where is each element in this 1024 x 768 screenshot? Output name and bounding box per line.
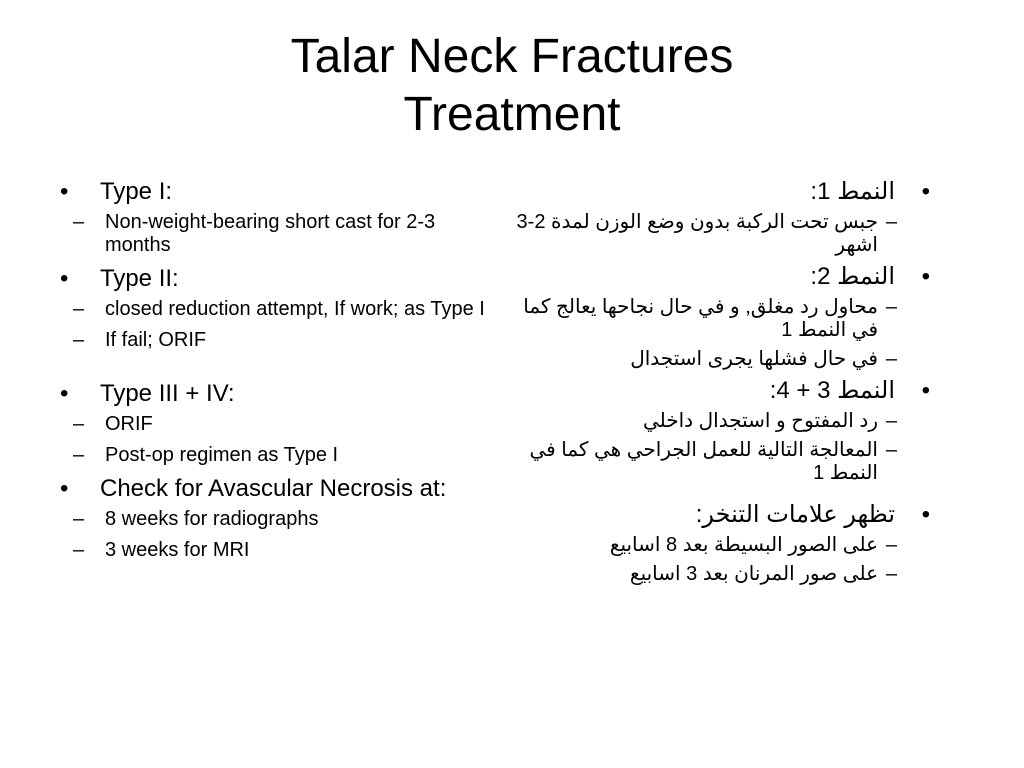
bullet-icon: •	[921, 501, 930, 528]
list-item-type-1-ar	[515, 178, 935, 205]
list-item-necrosis-check-ar	[515, 501, 935, 528]
arabic-list	[515, 178, 935, 586]
list-subitem	[60, 539, 500, 562]
list-subitem	[60, 298, 500, 321]
slide-title	[0, 28, 1024, 144]
english-column	[60, 178, 500, 570]
subitem-text: رد المفتوح و استجدال داخلي	[642, 410, 878, 432]
bullet-icon: •	[921, 377, 930, 404]
dash-icon: –	[885, 211, 897, 233]
dash-icon: –	[885, 439, 897, 461]
list-subitem	[515, 348, 935, 371]
bullet-icon: •	[60, 265, 69, 292]
list-item-type-2-ar	[515, 263, 935, 290]
list-spacer	[515, 491, 935, 501]
item-heading: تظهر علامات التنخر:	[695, 501, 895, 528]
dash-icon: –	[73, 413, 85, 435]
list-subitem	[515, 439, 935, 485]
dash-icon: –	[73, 298, 85, 320]
arabic-column	[515, 178, 935, 592]
bullet-icon: •	[921, 263, 930, 290]
subitem-text: جبس تحت الركبة بدون وضع الوزن لمدة 2-3 اشهر	[516, 211, 878, 256]
dash-icon: –	[885, 296, 897, 318]
dash-icon: –	[73, 444, 85, 466]
slide-title-line-2: Treatment	[403, 88, 621, 141]
subitem-text: المعالجة التالية للعمل الجراحي هي كما في النمط 1	[529, 439, 878, 484]
subitem-text: Non-weight-bearing short cast for 2-3 months	[105, 211, 436, 256]
item-heading: Type II:	[100, 265, 179, 292]
list-item-type-3-4-ar	[515, 377, 935, 404]
list-subitem	[515, 296, 935, 342]
item-heading: Check for Avascular Necrosis at:	[100, 475, 447, 502]
list-item-type-2	[60, 265, 500, 292]
subitem-text: 3 weeks for MRI	[105, 539, 250, 561]
list-subitem	[515, 211, 935, 257]
list-item-type-1	[60, 178, 500, 205]
item-heading: النمط 1:	[810, 178, 895, 205]
list-subitem	[515, 534, 935, 557]
list-subitem	[515, 410, 935, 433]
dash-icon: –	[885, 563, 897, 585]
bullet-icon: •	[60, 475, 69, 502]
list-subitem	[60, 444, 500, 467]
subitem-text: محاول رد مغلق, و في حال نجاحها يعالج كما في النمط 1	[523, 296, 878, 341]
list-spacer	[60, 360, 500, 380]
subitem-text: في حال فشلها يجرى استجدال	[630, 348, 878, 370]
bullet-icon: •	[921, 178, 930, 205]
dash-icon: –	[73, 508, 85, 530]
dash-icon: –	[73, 539, 85, 561]
item-heading: النمط 2:	[810, 263, 895, 290]
dash-icon: –	[885, 348, 897, 370]
bullet-icon: •	[60, 380, 69, 407]
item-heading: Type I:	[100, 178, 173, 205]
list-item-necrosis-check	[60, 475, 500, 502]
dash-icon: –	[73, 329, 85, 351]
subitem-text: closed reduction attempt, If work; as Type I	[105, 298, 485, 320]
dash-icon: –	[885, 534, 897, 556]
item-heading: Type III + IV:	[100, 380, 235, 407]
list-subitem	[60, 329, 500, 352]
subitem-text: ORIF	[105, 413, 153, 435]
subitem-text: Post-op regimen as Type I	[105, 444, 339, 466]
list-subitem	[515, 563, 935, 586]
subitem-text: If fail; ORIF	[105, 329, 207, 351]
list-subitem	[60, 211, 500, 257]
slide-title-line-1: Talar Neck Fractures	[290, 30, 734, 83]
list-subitem	[60, 413, 500, 436]
subitem-text: على صور المرنان بعد 3 اسابيع	[629, 563, 878, 585]
subitem-text: 8 weeks for radiographs	[105, 508, 319, 530]
item-heading: النمط 3 + 4:	[769, 377, 895, 404]
english-list	[60, 178, 500, 562]
bullet-icon: •	[60, 178, 69, 205]
subitem-text: على الصور البسيطة بعد 8 اسابيع	[609, 534, 878, 556]
list-subitem	[60, 508, 500, 531]
dash-icon: –	[73, 211, 85, 233]
dash-icon: –	[885, 410, 897, 432]
list-item-type-3-4	[60, 380, 500, 407]
